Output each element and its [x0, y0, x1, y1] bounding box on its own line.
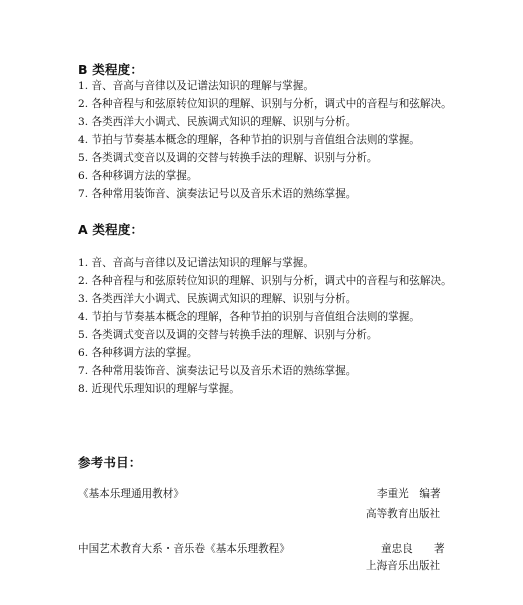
list-item: 4. 节拍与节奏基本概念的理解，各种节拍的识别与音值组合法则的掌握。 — [78, 311, 420, 323]
list-item: 6. 各种移调方法的掌握。 — [78, 347, 198, 359]
list-item: 8. 近现代乐理知识的理解与掌握。 — [78, 383, 240, 395]
list-item: 7. 各种常用装饰音、演奏法记号以及音乐术语的熟练掌握。 — [78, 365, 357, 377]
references-heading: 参考书目： — [78, 455, 142, 470]
list-item: 1. 音、音高与音律以及记谱法知识的理解与掌握。 — [78, 80, 314, 92]
list-item: 1. 音、音高与音律以及记谱法知识的理解与掌握。 — [78, 257, 314, 269]
list-item: 6. 各种移调方法的掌握。 — [78, 170, 198, 182]
list-item: 3. 各类西洋大小调式、民族调式知识的理解、识别与分析。 — [78, 293, 357, 305]
list-item: 4. 节拍与节奏基本概念的理解，各种节拍的识别与音值组合法则的掌握。 — [78, 134, 420, 146]
reference-title: 中国艺术教育大系・音乐卷《基本乐理教程》 — [78, 543, 290, 555]
list-item: 5. 各类调式变音以及调的交替与转换手法的理解、识别与分析。 — [78, 152, 378, 164]
reference-publisher: 上海音乐出版社 — [366, 560, 441, 572]
reference-author: 李重光 编著 — [377, 488, 441, 500]
section-a-heading: A 类程度： — [78, 222, 144, 237]
section-b-heading: B 类程度： — [78, 62, 144, 77]
section-a-list — [78, 254, 452, 398]
list-item: 5. 各类调式变音以及调的交替与转换手法的理解、识别与分析。 — [78, 329, 378, 341]
list-item: 2. 各种音程与和弦原转位知识的理解、识别与分析，调式中的音程与和弦解决。 — [78, 275, 452, 287]
reference-publisher: 高等教育出版社 — [366, 508, 441, 520]
list-item: 2. 各种音程与和弦原转位知识的理解、识别与分析，调式中的音程与和弦解决。 — [78, 98, 452, 110]
reference-author: 童忠良 著 — [381, 543, 445, 555]
list-item: 3. 各类西洋大小调式、民族调式知识的理解、识别与分析。 — [78, 116, 357, 128]
section-b-list — [78, 77, 452, 203]
list-item: 7. 各种常用装饰音、演奏法记号以及音乐术语的熟练掌握。 — [78, 188, 357, 200]
reference-title: 《基本乐理通用教材》 — [78, 488, 184, 500]
